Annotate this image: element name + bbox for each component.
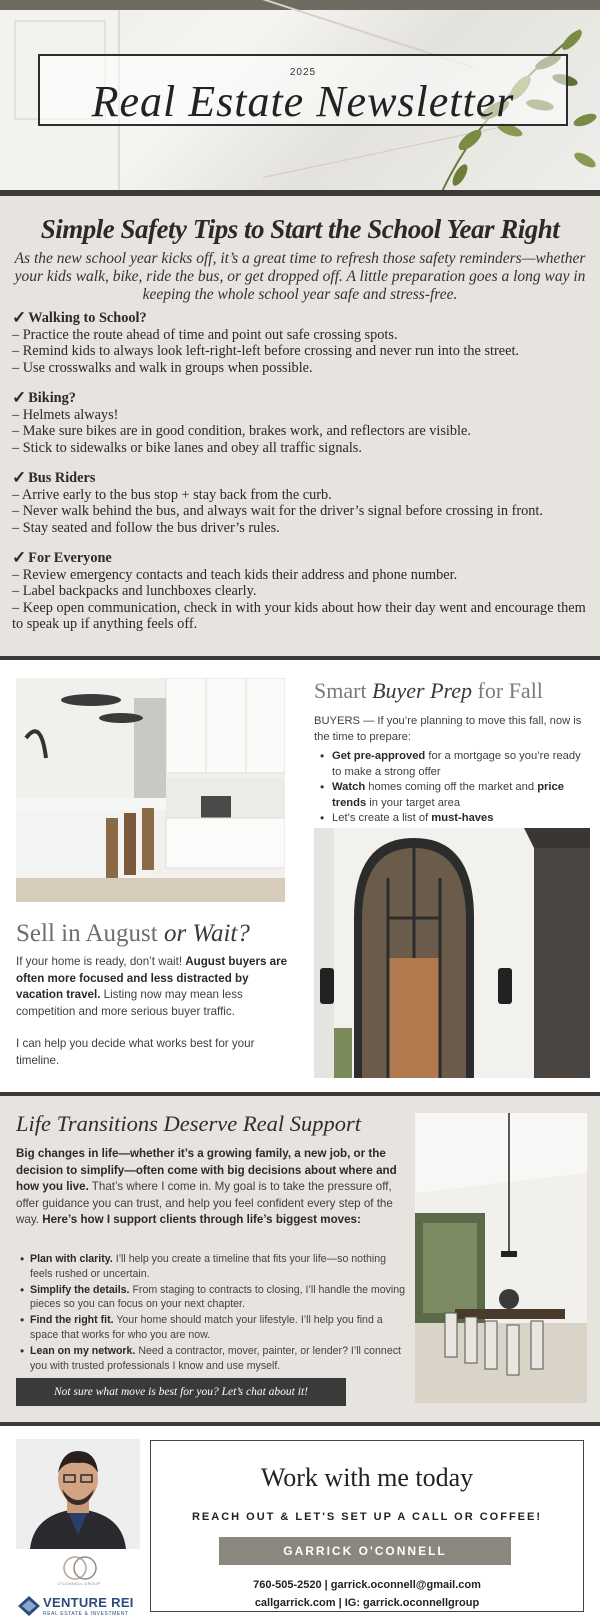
tip-line: – Never walk behind the bus, and always wait for the driver’s signal before crossing in front.	[12, 503, 543, 519]
checkmark-icon: ✓	[12, 308, 27, 327]
venture-rei-tagline: REAL ESTATE & INVESTMENT	[43, 1611, 129, 1617]
tip-line: – Keep open communication, check in with your kids about how their day went and encourage them to speak up if anything feels off.	[12, 599, 586, 632]
header-top-bar	[0, 0, 600, 10]
contact-section	[0, 1430, 600, 1623]
sell-text: If your home is ready, don’t wait!	[16, 955, 186, 968]
checkmark-icon: ✓	[12, 548, 27, 567]
list-item-text: I’ll help you create a timeline that fits your life—so nothing feels rushed or uncertain.	[30, 1253, 387, 1280]
tip-heading: For Everyone	[28, 550, 112, 566]
list-item	[16, 1344, 410, 1374]
phone-email-line[interactable]: 760-505-2520 | garrick.oconnell@gmail.com	[253, 1579, 481, 1591]
buyer-title-a: Smart	[314, 678, 373, 703]
list-item	[16, 1283, 410, 1313]
tip-group-everyone	[12, 550, 592, 633]
transitions-body	[16, 1146, 410, 1229]
dining-room-photo	[415, 1113, 587, 1403]
list-item	[314, 811, 590, 827]
safety-intro: As the new school year kicks off, it’s a great time to refresh those safety reminders—whether your kids walk, bike, ride the bus, or get dropped off. A little preparation goes a long way in keeping the whole school year safe and stress-free.	[14, 250, 586, 303]
list-item-bold: Watch	[332, 781, 366, 793]
tip-line: – Remind kids to always look left-right-left before crossing and never run into the street.	[12, 343, 520, 359]
tip-group-bus	[12, 470, 592, 536]
chat-cta-banner[interactable]: Not sure what move is best for you? Let’s chat about it!	[16, 1378, 346, 1406]
list-item-bold: Lean on my network.	[30, 1344, 136, 1357]
kitchen-photo	[16, 678, 285, 902]
tip-line: – Use crosswalks and walk in groups when possible.	[12, 359, 313, 376]
venture-rei-name: VENTURE REI	[43, 1595, 134, 1610]
list-item-text: Your home should match your lifestyle. I’ll help you find a space that works for who you are now.	[30, 1314, 383, 1341]
sell-title-italic: or Wait?	[163, 920, 250, 947]
tip-group-walking	[12, 310, 592, 376]
tip-heading: Walking to School?	[28, 310, 147, 326]
list-item-bold: must-haves	[431, 812, 494, 824]
list-item	[16, 1252, 410, 1282]
work-with-me-title: Work with me today	[260, 1463, 474, 1492]
tip-heading: Bus Riders	[28, 470, 96, 486]
sell-title	[16, 920, 250, 948]
buyer-title-italic: Buyer Prep	[372, 678, 473, 703]
sell-closing: I can help you decide what works best for your timeline.	[16, 1037, 255, 1067]
buyer-title	[314, 678, 543, 704]
og-group-label: O'CONNELL GROUP	[57, 1581, 101, 1586]
transitions-list	[16, 1252, 410, 1374]
life-transitions-section	[0, 1096, 600, 1422]
tip-heading: Biking?	[28, 390, 76, 406]
list-item	[16, 1313, 410, 1343]
buyer-title-b: for Fall	[472, 678, 543, 703]
tip-line: – Label backpacks and lunchboxes clearly.	[12, 583, 257, 599]
transitions-text: That’s where I come in. My goal is to take the pressure off, offer guidance you can trust, and help you feel confident every step of the way.	[16, 1180, 393, 1226]
newsletter-title: Real Estate Newsletter	[91, 77, 515, 126]
list-item-text: for a mortgage so you’re ready to make a strong offer	[332, 750, 581, 778]
sell-text-bold: August buyers are often more focused and less distracted by vacation travel.	[16, 955, 288, 1001]
agent-headshot	[16, 1439, 140, 1549]
market-section	[0, 660, 600, 1092]
list-item-bold: Plan with clarity.	[30, 1253, 113, 1265]
reach-out-tagline: REACH OUT & LET'S SET UP A CALL OR COFFEE!	[191, 1511, 542, 1523]
contact-card	[150, 1440, 584, 1612]
tip-line: – Practice the route ahead of time and point out safe crossing spots.	[12, 326, 398, 343]
newsletter-header	[0, 0, 600, 196]
tip-line: – Stay seated and follow the bus driver’s rules.	[12, 519, 280, 536]
list-item-bold: Find the right fit.	[30, 1314, 114, 1327]
website-ig-line[interactable]: callgarrick.com | IG: garrick.oconnellgroup	[254, 1597, 480, 1609]
list-item-bold: Get pre-approved	[332, 750, 426, 762]
buyer-intro: BUYERS — If you’re planning to move this fall, now is the time to prepare:	[314, 715, 582, 743]
venture-rei-icon	[18, 1596, 40, 1616]
list-item-text: Let’s create a list of	[332, 812, 432, 824]
safety-title: Simple Safety Tips to Start the School Year Right	[40, 214, 560, 244]
list-item-text: From staging to contracts to closing, I’ll handle the moving pieces so you can focus on your next chapter.	[30, 1283, 406, 1311]
checkmark-icon: ✓	[12, 468, 27, 487]
tip-group-biking	[12, 390, 592, 456]
section-divider	[0, 1422, 600, 1426]
tip-line: – Stick to sidewalks or bike lanes and obey all traffic signals.	[12, 439, 362, 456]
tip-line: – Make sure bikes are in good condition, brakes work, and reflectors are visible.	[12, 423, 471, 439]
newsletter-year: 2025	[289, 67, 317, 78]
list-item	[314, 780, 590, 811]
sell-title-plain: Sell in August	[16, 920, 158, 947]
transitions-text-bold: Here’s how I support clients through life’s biggest moves:	[42, 1213, 361, 1226]
list-item-bold: price trends	[332, 781, 564, 809]
list-item-text: homes coming off the market and	[365, 781, 538, 793]
transitions-title: Life Transitions Deserve Real Support	[16, 1111, 361, 1136]
transitions-text-bold: Big changes in life—whether it’s a growing family, a new job, or the decision to simplify—often come with big decisions about where and how you live.	[16, 1147, 397, 1193]
list-item	[314, 749, 590, 780]
list-item-bold: Simplify the details.	[30, 1283, 130, 1296]
sell-text: Listing now may mean less competition and more serious buyer traffic.	[16, 988, 243, 1018]
list-item-text: in your target area	[366, 796, 461, 809]
list-item-text: Need a contractor, mover, painter, or lender? I’ll connect you with trusted professionals I know and use myself.	[30, 1344, 401, 1372]
house-exterior-photo	[314, 828, 590, 1078]
agent-name-bar: GARRICK O'CONNELL	[219, 1537, 511, 1565]
tip-line: – Arrive early to the bus stop + stay back from the curb.	[12, 486, 332, 503]
tip-line: – Helmets always!	[12, 406, 119, 423]
safety-tips-section	[0, 196, 600, 660]
tip-line: – Review emergency contacts and teach kids their address and phone number.	[12, 566, 458, 583]
checkmark-icon: ✓	[12, 388, 27, 407]
brand-logo	[16, 1554, 140, 1620]
og-monogram-icon	[60, 1554, 100, 1584]
title-box	[38, 54, 568, 126]
sell-body	[16, 954, 298, 1069]
